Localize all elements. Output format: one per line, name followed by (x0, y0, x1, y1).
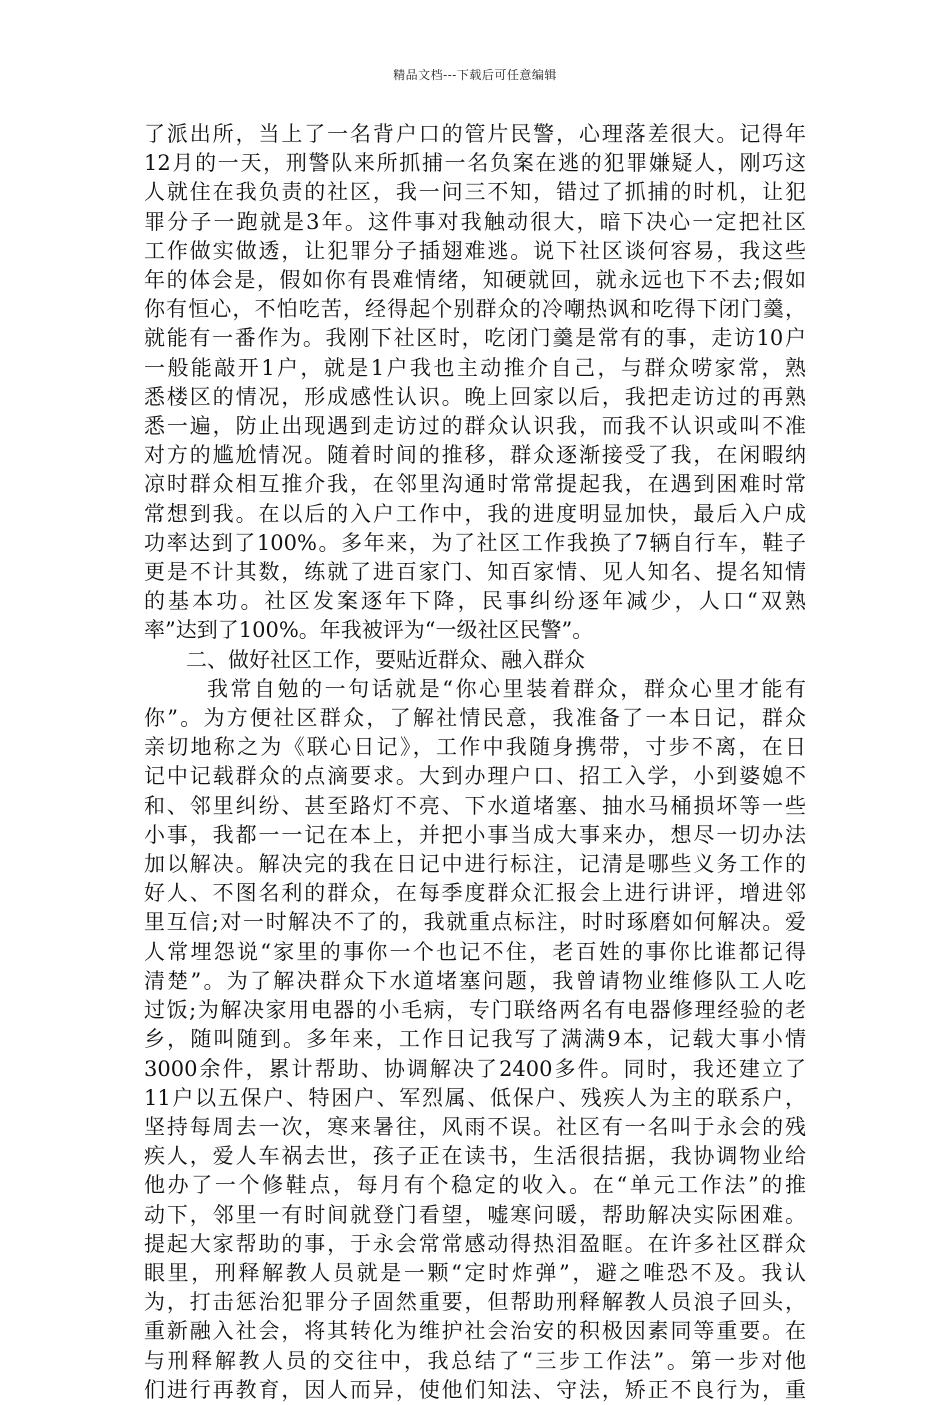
paragraph-line: 动下，邻里一有时间就登门看望，嘘寒问暖，帮助解决实际困难。 (144, 1202, 806, 1227)
paragraph-line: 与刑释解教人员的交往中，我总结了“三步工作法”。第一步对他 (144, 1348, 806, 1373)
paragraph-line: 好人、不图名利的群众，在每季度群众汇报会上进行讲评，增进邻 (144, 881, 806, 906)
paragraph-line: 重新融入社会，将其转化为维护社会治安的积极因素同等重要。在 (144, 1319, 806, 1344)
paragraph-line: 率”达到了100%。年我被评为“一级社区民警”。 (144, 618, 594, 643)
paragraph-line: 记中记载群众的点滴要求。大到办理户口、招工入学，小到婆媳不 (144, 764, 806, 789)
paragraph-line: 小事，我都一一记在本上，并把小事当成大事来办，想尽一切办法 (144, 822, 806, 847)
paragraph-line: 罪分子一跑就是3年。这件事对我触动很大，暗下决心一定把社区 (144, 209, 806, 234)
paragraph-line: 更是不计其数，练就了进百家门、知百家情、见人知名、提名知情 (144, 560, 806, 585)
paragraph-line: 里互信;对一时解决不了的，我就重点标注，时时琢磨如何解决。爱 (144, 910, 806, 935)
section-heading: 二、做好社区工作，要贴近群众、融入群众 (186, 647, 585, 672)
paragraph-line: 坚持每周去一次，寒来暑往，风雨不误。社区有一名叫于永会的残 (144, 1114, 806, 1139)
paragraph-line: 你”。为方便社区群众，了解社情民意，我准备了一本日记，群众 (144, 706, 806, 731)
paragraph-line: 疾人，爱人车祸去世，孩子正在读书，生活很拮据，我协调物业给 (144, 1144, 806, 1169)
document-body (144, 120, 806, 1405)
paragraph-line: 功率达到了100%。多年来，为了社区工作我换了7辆自行车，鞋子 (144, 530, 806, 555)
paragraph-line: 他办了一个修鞋点，每月有个稳定的收入。在“单元工作法”的推 (144, 1173, 806, 1198)
paragraph-line: 悉一遍，防止出现遇到走访过的群众认识我，而我不认识或叫不准 (144, 414, 806, 439)
paragraph-line: 加以解决。解决完的我在日记中进行标注，记清是哪些义务工作的 (144, 852, 806, 877)
paragraph-line: 12月的一天，刑警队来所抓捕一名负案在逃的犯罪嫌疑人，刚巧这 (144, 151, 806, 176)
paragraph-line: 常想到我。在以后的入户工作中，我的进度明显加快，最后入户成 (144, 501, 806, 526)
paragraph-line: 人就住在我负责的社区，我一问三不知，错过了抓捕的时机，让犯 (144, 180, 806, 205)
paragraph-line: 乡，随叫随到。多年来，工作日记我写了满满9本，记载大事小情 (144, 1027, 806, 1052)
paragraph-line: 和、邻里纠纷、甚至路灯不亮、下水道堵塞、抽水马桶损坏等一些 (144, 793, 806, 818)
paragraph-line: 提起大家帮助的事，于永会常常感动得热泪盈眶。在许多社区群众 (144, 1231, 806, 1256)
paragraph-line: 为，打击惩治犯罪分子固然重要，但帮助刑释解教人员浪子回头， (144, 1290, 806, 1315)
paragraph-line: 工作做实做透，让犯罪分子插翅难逃。说下社区谈何容易，我这些 (144, 238, 806, 263)
paragraph-line: 11户以五保户、特困户、军烈属、低保户、残疾人为主的联系户， (144, 1085, 806, 1110)
paragraph-line: 一般能敲开1户，就是1户我也主动推介自己，与群众唠家常，熟 (144, 355, 806, 380)
paragraph-line: 3000余件，累计帮助、协调解决了2400多件。同时，我还建立了 (144, 1056, 806, 1081)
paragraph-line: 对方的尴尬情况。随着时间的推移，群众逐渐接受了我，在闲暇纳 (144, 443, 806, 468)
paragraph-line: 你有恒心，不怕吃苦，经得起个别群众的冷嘲热讽和吃得下闭门羹， (144, 297, 806, 322)
paragraph-line: 亲切地称之为《联心日记》，工作中我随身携带，寸步不离，在日 (144, 735, 806, 760)
paragraph-line: 眼里，刑释解教人员就是一颗“定时炸弹”，避之唯恐不及。我认 (144, 1260, 806, 1285)
paragraph-line: 了派出所，当上了一名背户口的管片民警，心理落差很大。记得年 (144, 122, 806, 146)
paragraph-line: 的基本功。社区发案逐年下降，民事纠纷逐年减少，人口“双熟 (144, 589, 806, 614)
paragraph-line: 人常埋怨说“家里的事你一个也记不住，老百姓的事你比谁都记得 (144, 939, 806, 964)
paragraph-line: 悉楼区的情况，形成感性认识。晚上回家以后，我把走访过的再熟 (144, 384, 806, 409)
paragraph-line: 过饭;为解决家用电器的小毛病，专门联络两名有电器修理经验的老 (144, 998, 806, 1023)
paragraph-line: 们进行再教育，因人而异，使他们知法、守法，矫正不良行为，重 (144, 1377, 806, 1402)
paragraph-line: 清楚”。为了解决群众下水道堵塞问题，我曾请物业维修队工人吃 (144, 968, 806, 993)
paragraph-line: 我常自勉的一句话就是“你心里装着群众，群众心里才能有 (207, 676, 806, 701)
page-header: 精品文档---下载后可任意编辑 (393, 68, 557, 82)
paragraph-line: 年的体会是，假如你有畏难情绪，知硬就回，就永远也下不去;假如 (144, 268, 806, 293)
paragraph-line: 就能有一番作为。我刚下社区时，吃闭门羹是常有的事，走访10户 (144, 326, 806, 351)
paragraph-line: 凉时群众相互推介我，在邻里沟通时常常提起我，在遇到困难时常 (144, 472, 806, 497)
